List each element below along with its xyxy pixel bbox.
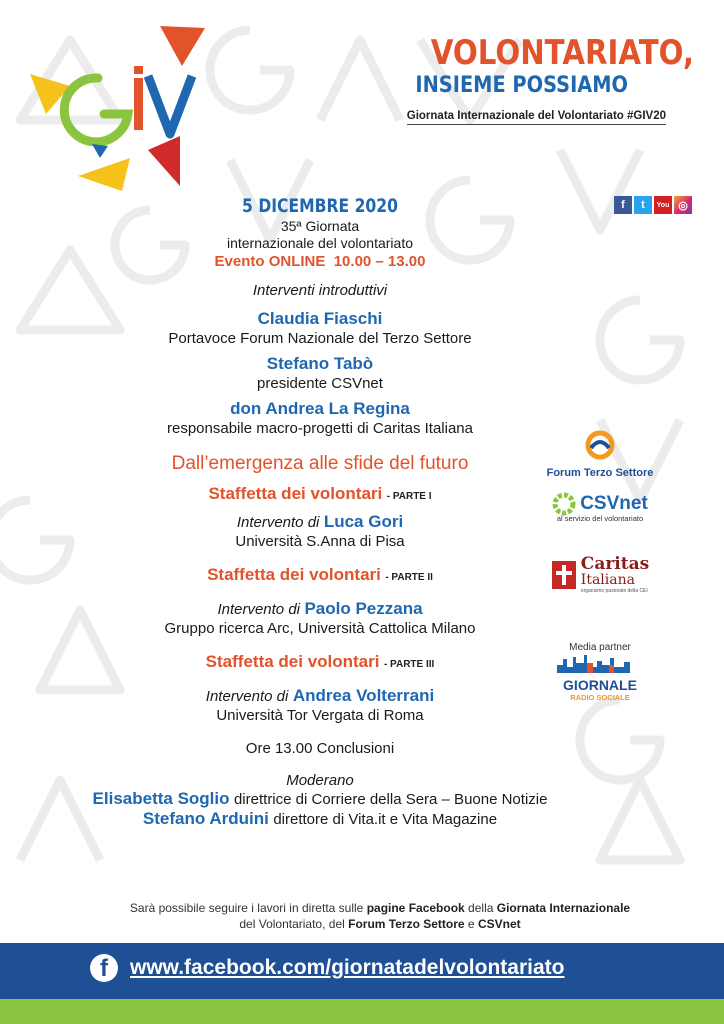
relay-part-label: - PARTE I (386, 491, 432, 502)
forum-logo-icon (583, 430, 617, 460)
intro-heading: Interventi introduttivi (252, 282, 388, 299)
relay-part-2 (40, 565, 600, 585)
footnote-bold: pagine Facebook (366, 901, 465, 915)
caritas-name-line1: Caritas (580, 554, 650, 574)
event-online-time: Evento ONLINE 10.00 – 13.00 (214, 253, 426, 270)
moderator-role: direttore di Vita.it e Vita Magazine (273, 811, 498, 828)
social-icons (614, 196, 692, 214)
footnote-text: della (464, 901, 497, 915)
moderator-line (40, 789, 600, 809)
relay-part-1 (40, 484, 600, 504)
footnote-bold: Forum Terzo Settore (348, 917, 465, 931)
talk-prefix: Intervento di (205, 688, 289, 705)
grs-name-line1: GIORNALE (563, 677, 637, 693)
skyline-icon (557, 653, 643, 673)
instagram-icon[interactable]: ◎ (674, 196, 692, 214)
event-edition: 35ª Giornata (280, 218, 360, 234)
talk-speaker: Andrea Volterrani (292, 686, 435, 705)
media-partner-label: Media partner (569, 642, 631, 653)
relay-label: Staffetta dei volontari (208, 484, 383, 503)
moderator-role: direttrice di Corriere della Sera – Buone Notizie (233, 791, 548, 808)
facebook-url[interactable]: www.facebook.com/giornatadelvolontariato (130, 956, 565, 979)
footnote (80, 900, 680, 932)
talk-line (40, 512, 600, 532)
talk-prefix: Intervento di (217, 601, 300, 618)
footnote-bold: Giornata Internazionale (496, 901, 631, 915)
moderator-name: Stefano Arduini (142, 809, 269, 828)
moderators-heading: Moderano (286, 772, 354, 789)
footnote-text: del Volontariato (239, 917, 323, 931)
page-subtitle (396, 72, 628, 100)
relay-label: Staffetta dei volontari (207, 565, 381, 584)
speaker-name: don Andrea La Regina (230, 399, 410, 418)
giv-logo (30, 26, 205, 191)
footnote-text: Sarà possibile seguire i lavori in diretta sulle (129, 901, 367, 915)
talk-prefix: Intervento di (236, 514, 320, 531)
sponsor-caritas (540, 555, 660, 594)
sponsor-forum-terzo-settore (540, 430, 660, 479)
speaker-name: Stefano Tabò (266, 354, 374, 373)
subtitle-insieme: INSIEME (415, 73, 506, 98)
speaker-role: responsabile macro-progetti di Caritas Italiana (167, 420, 473, 437)
talk-affiliation: Gruppo ricerca Arc, Università Cattolica Milano (164, 620, 476, 637)
speaker-role: presidente CSVnet (257, 375, 383, 392)
session-heading: Dall’emergenza alle sfide del futuro (171, 453, 469, 474)
talk-line (40, 599, 600, 619)
footnote-bold: CSVnet (477, 917, 521, 931)
speaker-role: Portavoce Forum Nazionale del Terzo Settore (168, 330, 472, 347)
title-caption: Giornata Internazionale del Volontariato #GIV20 (407, 110, 666, 125)
relay-part-3 (40, 652, 600, 672)
sponsor-csvnet (540, 492, 660, 523)
relay-part-label: - PARTE III (383, 659, 435, 670)
caritas-cross-icon (551, 560, 577, 590)
csvnet-name: CSVnet (580, 493, 648, 514)
footer-green-bar (0, 999, 724, 1024)
talk-speaker: Luca Gori (323, 512, 404, 531)
csvnet-tagline: al servizio del volontariato (556, 514, 644, 523)
twitter-icon[interactable]: t (634, 196, 652, 214)
title-block (364, 34, 694, 125)
forum-name: Forum Terzo Settore (546, 467, 654, 479)
grs-name-line2: RADIO SOCIALE (570, 693, 630, 702)
moderator-line (40, 809, 600, 829)
speaker-name: Claudia Fiaschi (257, 309, 383, 328)
program (40, 194, 600, 829)
facebook-icon[interactable]: f (614, 196, 632, 214)
moderator-name: Elisabetta Soglio (92, 789, 230, 808)
facebook-page-link[interactable] (90, 954, 564, 982)
event-date: 5 DICEMBRE 2020 (242, 195, 398, 217)
youtube-icon[interactable]: You (654, 196, 672, 214)
facebook-icon: f (90, 954, 118, 982)
page-title: VOLONTARIATO, (430, 33, 694, 73)
talk-line (40, 686, 600, 706)
talk-affiliation: Università S.Anna di Pisa (235, 533, 405, 550)
footnote-text: e (464, 917, 478, 931)
caritas-name-line2: Italiana (580, 572, 635, 588)
relay-part-label: - PARTE II (385, 572, 433, 583)
csvnet-logo-icon (552, 492, 576, 516)
subtitle-possiamo: POSSIAMO (512, 73, 628, 98)
relay-label: Staffetta dei volontari (205, 652, 380, 671)
conclusion: Ore 13.00 Conclusioni (245, 740, 395, 757)
event-edition-desc: internazionale del volontariato (226, 235, 413, 251)
talk-speaker: Paolo Pezzana (304, 599, 423, 618)
media-partner (540, 642, 660, 702)
caritas-tagline: organismo pastorale della CEI (580, 588, 648, 594)
talk-affiliation: Università Tor Vergata di Roma (216, 707, 424, 724)
footnote-text: , del (322, 917, 349, 931)
